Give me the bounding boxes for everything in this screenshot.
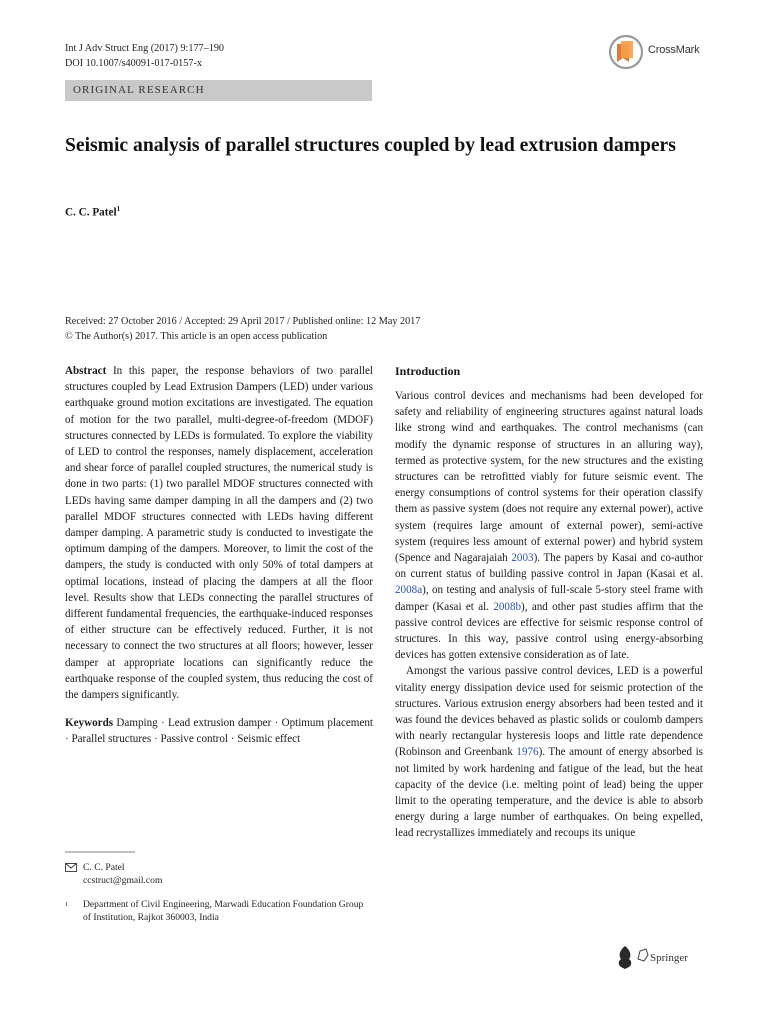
reference-link[interactable]: 2008a	[395, 584, 423, 597]
springer-label: Springer	[650, 952, 688, 964]
springer-mark-icon	[638, 949, 648, 961]
publication-dates	[65, 314, 705, 344]
affiliation-sup: 1	[65, 901, 69, 908]
abstract-text: In this paper, the response behaviors of two parallel structures coupled by Lead Extrusion Dampers (LED) under various earthquake ground motion excitations are investigated. The equation of motion for the two parallel, multi-degree-of-freedom (MDOF) structures connected by LEDs is formulated. To explore the viability of LED to control the responses, namely displacement, acceleration and shear force of parallel coupled structures, the numerical study is done in two parts: (1) two parallel MDOF structures connected with LEDs having same damper damping in all the dampers and (2) two parallel MDOF structures connected with LEDs having different damper damping. A parametric study is conducted to investigate the optimum damping of the dampers. Moreover, to limit the cost of the dampers, the study is conducted with only 50% of total dampers at optimal locations, instead of placing the dampers at all the floor level. Results show that LEDs connecting the parallel structures of different fundamental frequencies, the earthquake-induced responses of either structure can be effectively reduced. Further, it is not necessary to connect the two structures at all floors; however, lesser damper at appropriate locations can significantly reduce the earthquake response of the coupled system, thus reducing the cost of the dampers significantly.	[65, 365, 373, 702]
journal-citation	[65, 41, 224, 71]
intro-p1-text-a: Various control devices and mechanisms had been developed for safety and reliability of engineering structures against natural loads like strong wind and earthquakes. The control mechanisms (can modify the dynamic response of structures in an alluring way), termed as protective system, for the new structures and the existing structures can be retrofitted viably for future seismic event. The energy consumptions of control systems for their operation classify them as passive system (does not require any external power), active system (requires large amount of external power), semi-active system (requires less amount of external power) and hybrid system (Spence and Nagarajaiah	[395, 390, 703, 565]
intro-p2-text-b: ). The amount of energy absorbed is not limited by work hardening and fatigue of the lead, but the heat capacity of the device (i.e. melting point of lead) being the upper limit to the operating temperature, and the device is able to absorb energy during a large number of earthquakes. On being expelled, lead recrystallizes immediately and recoups its unique	[395, 746, 703, 840]
intro-p1-text-c: ), on testing and analysis of full-scale 5-story steel frame with damper (Kasai et al.	[395, 584, 703, 613]
journal-line: Int J Adv Struct Eng (2017) 9:177–190	[65, 43, 225, 54]
author-name[interactable]: C. C. Patel	[65, 206, 117, 219]
copyright-line: © The Author(s) 2017. This article is an open access publication	[65, 331, 328, 342]
footnote	[65, 861, 373, 924]
intro-p2-text-a: Amongst the various passive control devices, LED is a powerful vitality energy dissipation device used for seismic protection of the structures. Various extrusion energy absorbers had been tested and it was found the devices behaved as plastic solids or coulomb dampers with nearly rectangular hysteresis loops and little rate dependence (Robinson and Greenbank	[395, 665, 703, 759]
reference-link[interactable]: 2003	[511, 552, 534, 565]
footnote-rule	[65, 851, 135, 853]
author-affil-sup: 1	[116, 205, 121, 213]
author-line	[65, 205, 120, 219]
reference-link[interactable]: 1976	[516, 746, 539, 759]
reference-link[interactable]: 2008b	[493, 600, 522, 613]
intro-paragraph-2	[395, 663, 703, 841]
abstract	[65, 363, 373, 703]
doi-line: DOI 10.1007/s40091-017-0157-x	[65, 58, 202, 69]
intro-p1-text-d: ), and other past studies affirm that the passive control devices are effective for seismic response control of structures. In this way, passive control using energy-absorbing devices has gotten extensive consideration as of late.	[395, 600, 703, 662]
article-title: Seismic analysis of parallel structures coupled by lead extrusion dampers	[65, 135, 676, 156]
correspondence	[65, 861, 373, 887]
envelope-icon	[65, 861, 83, 887]
abstract-label: Abstract	[65, 365, 107, 377]
intro-paragraph-1	[395, 388, 703, 663]
keywords	[65, 715, 373, 747]
left-column	[65, 363, 373, 748]
intro-p1-text-b: ). The papers by Kasai and co-author on current status of building passive control in Japan (Kasai et al.	[395, 552, 703, 581]
section-heading-introduction: Introduction	[395, 364, 461, 378]
dates-line: Received: 27 October 2016 / Accepted: 29 April 2017 / Published online: 12 May 2017	[65, 316, 421, 327]
crossmark-label[interactable]: CrossMark	[648, 44, 700, 56]
correspondence-name: C. C. Patel	[83, 862, 125, 873]
article-type-badge: ORIGINAL RESEARCH	[65, 80, 372, 101]
affiliation	[65, 898, 373, 924]
affiliation-text: Department of Civil Engineering, Marwadi Education Foundation Group of Institution, Rajkot 360003, India	[83, 899, 364, 923]
springer-horse-icon	[619, 946, 632, 969]
keywords-text: Damping · Lead extrusion damper · Optimum placement · Parallel structures · Passive control · Seismic effect	[65, 717, 373, 746]
keywords-label: Keywords	[65, 717, 114, 730]
right-column	[395, 363, 703, 842]
crossmark-page-icon	[621, 41, 633, 58]
correspondence-email[interactable]: ccstruct@gmail.com	[83, 875, 163, 886]
